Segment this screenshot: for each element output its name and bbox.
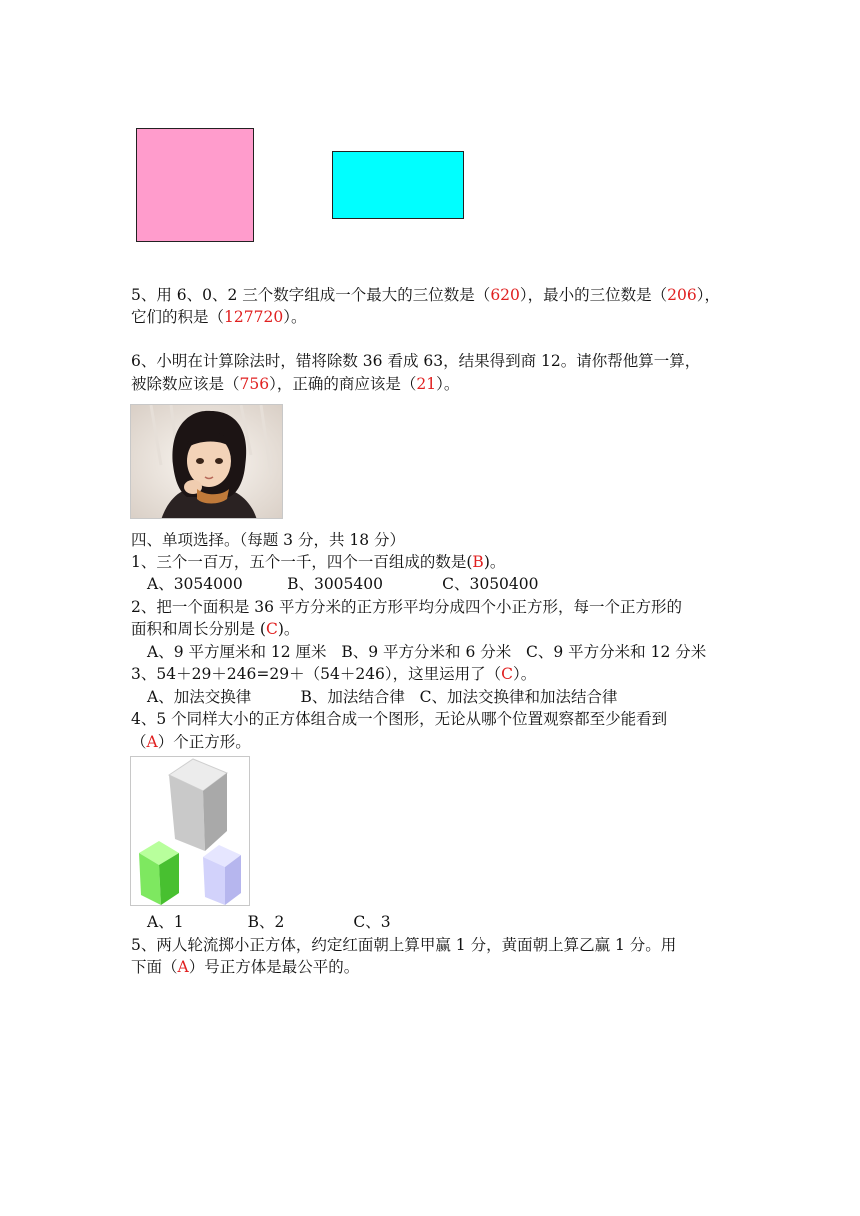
q5-answer-2: 206 xyxy=(667,286,697,304)
girl-photo xyxy=(130,404,283,519)
c2-question-line1 xyxy=(131,596,682,618)
c1-answer: B xyxy=(472,553,484,571)
q5-text: ）。 xyxy=(283,308,307,326)
c1-question xyxy=(131,551,505,573)
q5-text: ），最小的三位数是（ xyxy=(519,286,668,304)
c2-answer: C xyxy=(265,620,278,638)
q5-answer-1: 620 xyxy=(490,286,520,304)
c5-answer: A xyxy=(177,958,189,976)
c1-options xyxy=(147,573,539,595)
c5-text: ）号正方体是最公平的。 xyxy=(188,958,360,976)
c2-options-text: A、9 平方厘米和 12 厘米 B、9 平方分米和 6 分米 C、9 平方分米和 12 分米 xyxy=(147,643,707,661)
c2-text: 2、把一个面积是 36 平方分米的正方形平均分成四个小正方形，每一个正方形的 xyxy=(131,598,682,616)
c1-options-text: A、3054000 B、3005400 C、3050400 xyxy=(147,575,539,593)
c2-options xyxy=(147,641,706,663)
q5-text: ）， xyxy=(696,286,721,304)
c3-options-text: A、加法交换律 B、加法结合律 C、加法交换律和加法结合律 xyxy=(147,688,618,706)
c1-text: 1、三个一百万，五个一千，四个一百组成的数是( xyxy=(131,553,473,571)
section4-heading xyxy=(131,529,405,551)
c4-text: ）个正方形。 xyxy=(157,733,251,751)
q5-text: 5、用 6、0、2 三个数字组成一个最大的三位数是（ xyxy=(131,286,491,304)
c5-text: 5、两人轮流掷小正方体，约定红面朝上算甲赢 1 分，黄面朝上算乙赢 1 分。用 xyxy=(131,936,677,954)
q5-text: 它们的积是（ xyxy=(131,308,225,326)
c4-answer: A xyxy=(146,733,158,751)
c4-question-line1 xyxy=(131,708,667,730)
q6-text: 被除数应该是（ xyxy=(131,375,240,393)
c4-options-text: A、1 B、2 C、3 xyxy=(147,913,391,931)
q5-line1 xyxy=(131,284,720,306)
q6-text: 6、小明在计算除法时，错将除数 36 看成 63，结果得到商 12。请你帮他算一算， xyxy=(131,352,701,370)
c4-options xyxy=(147,911,391,933)
q6-line1 xyxy=(131,350,700,372)
cubes-image xyxy=(130,756,250,906)
c5-question-line1 xyxy=(131,934,676,956)
c4-text: （ xyxy=(131,733,147,751)
c4-text: 4、5 个同样大小的正方体组合成一个图形，无论从哪个位置观察都至少能看到 xyxy=(131,710,668,728)
c3-question xyxy=(131,663,536,685)
c4-question-line2 xyxy=(131,731,251,753)
c3-text: 3、54＋29＋246=29＋（54＋246），这里运用了（ xyxy=(131,665,502,683)
c3-text: ）。 xyxy=(513,665,537,683)
pink-square xyxy=(136,128,254,242)
c2-text: 面积和周长分别是 ( xyxy=(131,620,266,638)
c2-text: )。 xyxy=(277,620,300,638)
q6-line2 xyxy=(131,373,459,395)
cyan-rectangle xyxy=(332,151,464,219)
c3-answer: C xyxy=(501,665,514,683)
c5-question-line2 xyxy=(131,956,359,978)
q5-line2 xyxy=(131,306,306,328)
q5-answer-3: 127720 xyxy=(224,308,284,326)
q6-text: ），正确的商应该是（ xyxy=(269,375,417,393)
q6-text: ）。 xyxy=(436,375,460,393)
c2-question-line2 xyxy=(131,618,299,640)
section-heading: 四、单项选择。（每题 3 分，共 18 分） xyxy=(131,531,406,549)
c3-options xyxy=(147,686,618,708)
q6-answer-1: 756 xyxy=(239,375,270,393)
c5-text: 下面（ xyxy=(131,958,178,976)
c1-text: )。 xyxy=(483,553,506,571)
q6-answer-2: 21 xyxy=(416,375,437,393)
